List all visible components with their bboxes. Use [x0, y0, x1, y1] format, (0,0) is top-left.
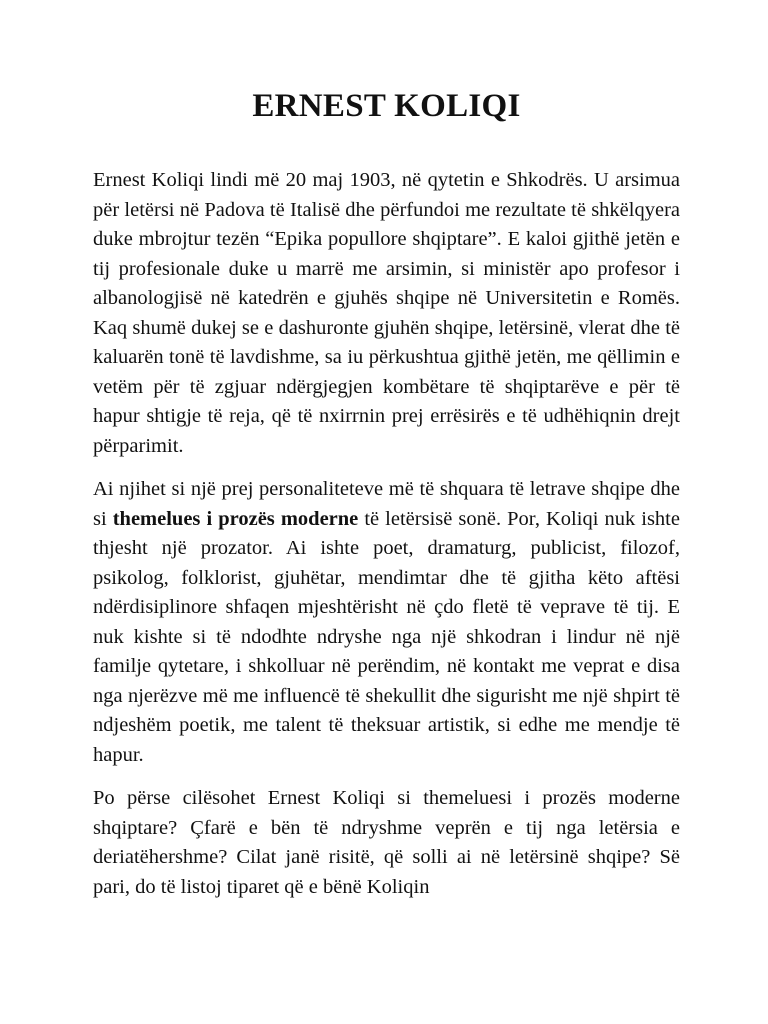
paragraph-legacy-text-start: Ai njihet si një prej personaliteteve më të shquara të letrave shqipe dhe si — [93, 478, 680, 530]
paragraph-questions: Po përse cilësohet Ernest Koliqi si themeluesi i prozës moderne shqiptare? Çfarë e bën të ndryshme veprën e tij nga letërsia e deriatëhershme? Cilat janë risitë, që solli ai në letërsinë shqipe? Së pari, do të listoj tiparet që e bënë Koliqin — [93, 787, 680, 898]
paragraph-legacy — [93, 475, 680, 770]
paragraph-legacy-bold-phrase: themelues i prozës moderne — [112, 507, 359, 530]
paragraph-legacy-text-end: të letërsisë sonë. Por, Koliqi nuk ishte thjesht një prozator. Ai ishte poet, dramaturg, publicist, filozof, psikolog, folklorist, gjuhëtar, mendimtar dhe të gjitha këto aftësi ndërdisiplinore shfaqen mjeshtërisht në çdo fletë të veprave të tij. E nuk kishte si të ndodhte ndryshe nga një shkodran i lindur në një familje qytetare, i shkolluar në perëndim, në kontakt me veprat e disa nga njerëzve më me influencë të shekullit dhe sigurisht me një shpirt të ndjeshëm poetik, me talent të theksuar artistik, si edhe me mendje të hapur. — [93, 507, 680, 766]
document-title: ERNEST KOLIQI — [252, 88, 521, 124]
paragraph-biography: Ernest Koliqi lindi më 20 maj 1903, në qytetin e Shkodrës. U arsimua për letërsi në Padova të Italisë dhe përfundoi me rezultate të shkëlqyera duke mbrojtur tezën “Epika popullore shqiptare”. E kaloi gjithë jetën e tij profesionale duke u marrë me arsimin, si ministër apo profesor i albanologjisë në katedrën e gjuhës shqipe në Universitetin e Romës. Kaq shumë dukej se e dashuronte gjuhën shqipe, letërsinë, vlerat dhe të kaluarën tonë të lavdishme, sa iu përkushtua gjithë jetën, me qëllimin e vetëm për të zgjuar ndërgjegjen kombëtare të shqiptarëve e për të hapur shtigje të reja, që të nxirrnin prej errësirës e të udhëhiqnin drejt përparimit. — [93, 169, 680, 457]
